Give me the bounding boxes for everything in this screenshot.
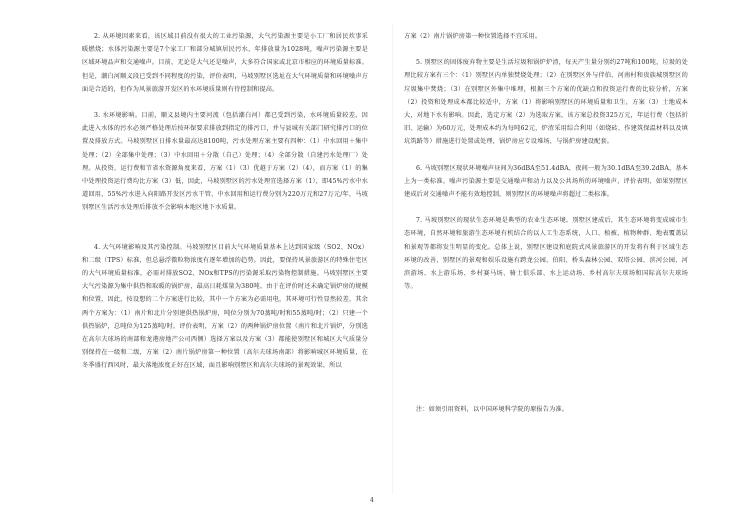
paragraph-noise: 6. 马坡别墅区现状环境噪声昼间为36dBA至51.4dBA，夜间一般为30.1dBA至39.2dBA，基本上为一类标准。噪声污染源主要是交通噪声和动力以及公共场所的环境噪声，评价表明，如果别墅区建成后对交通噪声不能有效地控制，则别墅区的环境噪声将超过二类标准。 xyxy=(404,164,688,199)
paragraph-air-impact: 4. 大气环境影响及其污染控制。马坡别墅区目前大气环境质量基本上达到国家级（SO2、NOx）和二级（TPS）标准，但总悬浮微粒物浓度有逐年增加的趋势。因此，要保持风景旅游区的特殊住宅区的大气环境质量标准，必需对排放SO2、NOx和TPS的污染源采取污染物控制措施。马坡别墅区主要大气污染源为集中供热和取暖的锅炉房，最高日耗煤量为380吨。由于在评价时还未确定锅炉房的规模和位置，因此，按设想的二个方案进行比较，其中一个方案为必需用电，其环境可行性显然较差，其余两个方案为：（1）南片和北片分别建供热锅炉房，吨位分别为70蒸吨/时和55蒸吨/时；（2）只建一个供热锅炉，总吨位为125蒸吨/时。评价表明，方案（2）的两种锅炉房位置（南片和北片锅炉，分别选在高尔夫球场的南部和龙港房地产公司西侧）选择方案以及方案（3）都能使别墅区和城区大气质量分别保持在一级和二级，方案（2）南片锅炉房第一种位置（高尔夫球场南部）将影响城区环境质量，在冬季盛行西风时，最大落地浓度正好在区域，面且影响别墅区和高尔夫球场的景观效果，所以 xyxy=(82,243,368,370)
paragraph-boiler-conclusion: 方案（2）南片锅炉房第一种位置选择不宜采用。 xyxy=(404,33,542,40)
paragraph-water-impact: 3. 水环境影响。目前，顺义县境内主要河流（包括潮白河）都已受到污染，水环境质量较差，因此进入水体的污水必须严格处理后按环保要求排放到指定的排污口，并与县城有关部门研究排污口的位置及排放方式。马坡别墅区日排水量最高达8100吨，污水处理方案主要有四种：（1）中水回用＋集中处理；（2）全部集中处理；（3）中水回用＋分散（自己）处理；（4）全部分散（自建污水处理厂）处理。从投资、运行费和节省水资源角度来看，方案（1）（3）优越于方案（2）（4），而方案（1）的集中处理投资运行费均比方案（3）低，因此，马坡别墅区的污水处理宜选择方案（1），即45%污水中水道回用，55%污水进入向阳路开发区污水干管，中水回用和运行费分别为220万元和27万元/年，马坡别墅区生活污水处理后排放不会影响本地区地下水质量。 xyxy=(82,112,368,212)
citation-note: 注：如须引用资料，以中国环境科学院的原报告为准。 xyxy=(416,406,569,414)
paragraph-ecology: 7. 马坡别墅区的现状生态环境是典型的农业生态环境。别墅区建成后，其生态环境将变成城市生态环境，自然环境和旅游生态环境有机结合的以人工生态系统，人口、植被、植物种群、地表覆盖层和景观等都将发生明显的变化。总体上说，别墅区建设和庭院式风景旅游区的开发将有利于区域生态环境的改善，别墅区的景观和娱乐设施有跨龙公园、伯阳、桥头森林公园、双塔公园、滨河公园、河滨游场、水上游乐场、乡村赛马场、骑士俱乐部、水上运动场、乡村高尔夫球场和国际高尔夫球场等。 xyxy=(404,217,688,291)
page-fold-line xyxy=(392,24,393,494)
paragraph-environment-factors: 2. 从环境因素来看，该区域目前没有很大的工业污染源，大气污染源主要是小工厂和居民炊事采暖燃烧；水体污染源主要是7个家工厂和部分城镇居民污水，年排放量为1028吨，噪声污染源主要是区域环境品声和交通噪声。目前，无论是大气还是噪声，大多符合国家或北京市相应的环境质量标准。但是，潮白河顺义段已受到不同程度的污染，评价表明，马坡别墅区选址在大气环境质量和环境噪声方面是合适的，但作为风景旅游开发区的水环境质量则有待控制和提高。 xyxy=(82,33,368,93)
left-column xyxy=(82,30,368,373)
paragraph-solid-waste: 5. 别墅区的固体废弃物主要是生活垃圾和锅炉炉渣，每天产生量分别约27吨和100吨，垃圾的处理比较方案有三个：（1）别墅区内单独焚烧处理；（2）在别墅区外与伴伯、河南村和贵族城别墅区的垃圾集中焚烧；（3）在别墅区外集中堆埋，根据三个方案的优缺点和投资运行费的比较分析，方案（2）投资和处理成本都比较适中，方案（1）将影响别墅区的环境质量和卫生，方案（3）土地成本大，对地下水有影响。因此，选定方案（2）为选取方案，该方案总投资325万元，年运行费（包括折旧、运输）为60万元，处理成本约为每吨62元，炉渣采用综合利用（如烧砖、作建筑保温材料以及填坑筑路等）措施进行处置或处理，锅炉房应专设堆场，与锅炉房建设配套。 xyxy=(404,59,688,146)
page-number: 4 xyxy=(370,497,374,504)
right-column xyxy=(404,30,688,417)
